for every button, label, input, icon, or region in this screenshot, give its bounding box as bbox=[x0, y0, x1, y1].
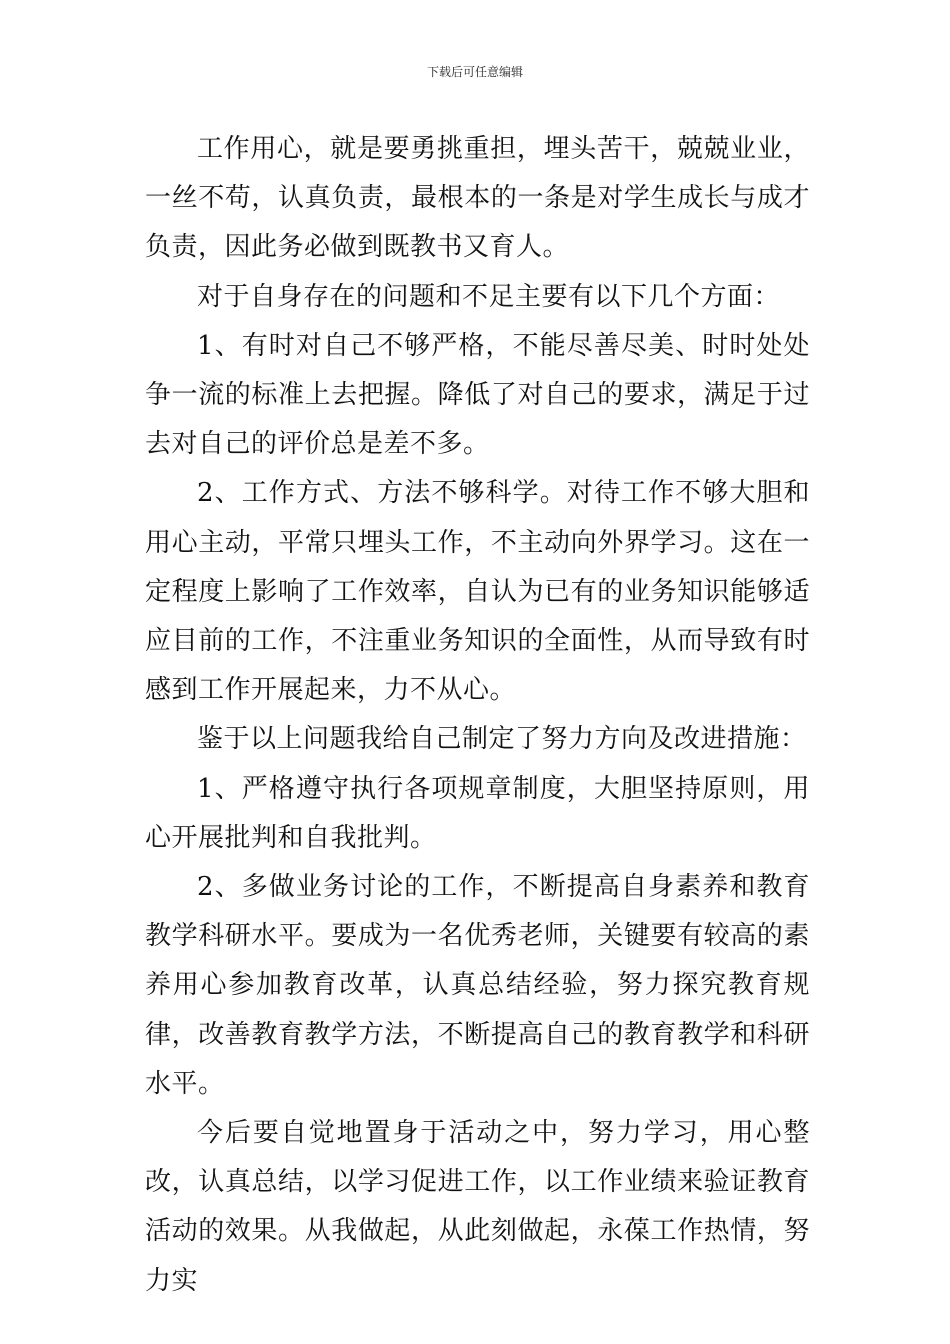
paragraph: 对于自身存在的问题和不足主要有以下几个方面： bbox=[197, 281, 781, 312]
document-body bbox=[145, 125, 810, 1306]
paragraph: 2、多做业务讨论的工作，不断提高自身素养和教育教学科研水平。要成为一名优秀老师，关键要有较高的素养用心参加教育改革，认真总结经验，努力探究教育规律，改善教育教学方法，不断提高自己的教育教学和科研水平。 bbox=[145, 872, 810, 1099]
paragraph: 鉴于以上问题我给自己制定了努力方向及改进措施： bbox=[197, 724, 807, 755]
paragraph: 1、严格遵守执行各项规章制度，大胆坚持原则，用心开展批判和自我批判。 bbox=[145, 773, 810, 853]
paragraph: 2、工作方式、方法不够科学。对待工作不够大胆和用心主动，平常只埋头工作，不主动向外界学习。这在一定程度上影响了工作效率，自认为已有的业务知识能够适应目前的工作，不注重业务知识的全面性，从而导致有时感到工作开展起来，力不从心。 bbox=[145, 478, 810, 706]
paragraph: 今后要自觉地置身于活动之中，努力学习，用心整改，认真总结，以学习促进工作，以工作业绩来验证教育活动的效果。从我做起，从此刻做起，永葆工作热情，努力实 bbox=[145, 1118, 810, 1296]
paragraph: 1、有时对自己不够严格，不能尽善尽美、时时处处争一流的标准上去把握。降低了对自己的要求，满足于过去对自己的评价总是差不多。 bbox=[145, 330, 810, 460]
paragraph: 工作用心，就是要勇挑重担，埋头苦干，兢兢业业，一丝不苟，认真负责，最根本的一条是对学生成长与成才负责，因此务必做到既教书又育人。 bbox=[145, 134, 810, 263]
page-header-note: 下载后可任意编辑 bbox=[426, 65, 523, 79]
